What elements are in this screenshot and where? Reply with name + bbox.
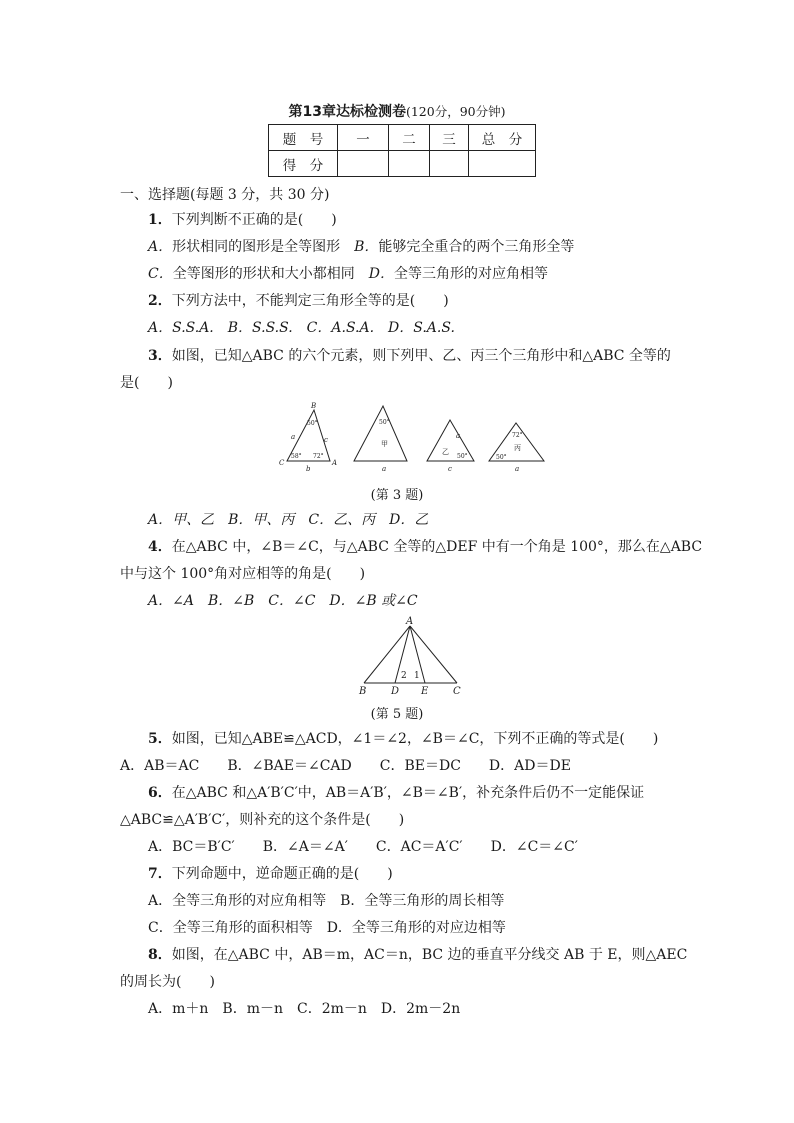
option-c: C．AC＝A′C′ xyxy=(375,839,463,855)
question-text: 在△ABC 中，∠B＝∠C，与△ABC 全等的△DEF 中有一个角是 100°，那么在△ABC xyxy=(171,539,703,555)
table-cell[interactable] xyxy=(389,151,430,177)
question-8-options: A．m＋n B．m－n C．2m－n D．2m－2n xyxy=(148,1001,461,1017)
angle-label: 2 xyxy=(401,671,407,681)
question-6-stem-cont: △ABC≌△A′B′C′，则补充的这个条件是( ) xyxy=(120,812,405,828)
question-text: 下列命题中，逆命题正确的是( ) xyxy=(171,866,393,882)
question-number: 8． xyxy=(148,947,172,963)
angle-label: 1 xyxy=(414,671,420,681)
question-text: 如图，在△ABC 中，AB＝m，AC＝n，BC 边的垂直平分线交 AB 于 E，则△AEC xyxy=(171,947,688,963)
question-3-stem-cont: 是( ) xyxy=(120,375,173,391)
side-label: a xyxy=(515,465,520,473)
question-7-options-cd: C．全等三角形的面积相等 D．全等三角形的对应边相等 xyxy=(148,920,506,936)
table-cell: 二 xyxy=(389,125,430,151)
question-4-stem xyxy=(148,538,702,556)
option-d: D．AD＝DE xyxy=(488,758,571,774)
option-a-text: 形状相同的图形是全等图形 xyxy=(172,239,341,255)
question-6-options xyxy=(148,838,578,856)
vertex-label: D xyxy=(391,686,400,697)
question-number: 7． xyxy=(148,866,172,882)
angle-label: 50° xyxy=(307,420,318,427)
question-2-options: A．S.S.A. B．S.S.S. C．A.S.A. D．S.A.S. xyxy=(148,320,455,336)
side-label: a xyxy=(456,432,461,440)
table-cell[interactable] xyxy=(338,151,389,177)
figure-caption: (第 3 题) xyxy=(370,488,424,503)
question-2-stem xyxy=(148,292,449,310)
side-label: c xyxy=(324,436,328,444)
option-c: C．BE＝DC xyxy=(379,758,461,774)
option-label: B． xyxy=(354,239,379,255)
option-d: D．∠C＝∠C′ xyxy=(490,839,578,855)
question-4-stem-cont: 中与这个 100°角对应相等的角是( ) xyxy=(120,566,366,582)
table-cell: 总 分 xyxy=(469,125,536,151)
side-label: b xyxy=(306,465,311,473)
table-row xyxy=(269,125,536,151)
vertex-label: C xyxy=(279,459,285,467)
question-1-options-ab xyxy=(148,238,574,256)
option-d-text: 全等三角形的对应角相等 xyxy=(393,266,548,282)
question-1-options-cd xyxy=(148,265,548,283)
table-cell[interactable] xyxy=(469,151,536,177)
title-main: 第13章达标检测卷 xyxy=(288,104,406,120)
vertex-label: A xyxy=(406,616,414,627)
option-b: B．∠BAE＝∠CAD xyxy=(227,758,352,774)
triangle-name: 甲 xyxy=(381,440,388,448)
option-label: A． xyxy=(148,239,173,255)
vertex-label: A xyxy=(332,459,338,467)
vertex-label: E xyxy=(421,686,429,697)
option-label: C． xyxy=(148,266,173,282)
option-label: D． xyxy=(368,266,394,282)
triangle-jia xyxy=(354,406,407,461)
vertex-label: C xyxy=(453,686,461,697)
question-3-stem xyxy=(148,347,671,365)
question-text: 在△ABC 和△A′B′C′中，AB＝A′B′，∠B＝∠B′，补充条件后仍不一定能保证 xyxy=(171,785,645,801)
page-title xyxy=(0,101,794,121)
side-label: a xyxy=(382,465,387,473)
question-8-stem-cont: 的周长为( ) xyxy=(120,974,215,990)
table-cell: 题 号 xyxy=(269,125,338,151)
question-4-options: A．∠A B．∠B C．∠C D．∠B 或∠C xyxy=(148,593,418,609)
option-b: B．∠A＝∠A′ xyxy=(262,839,348,855)
question-text: 如图，已知△ABE≌△ACD，∠1＝∠2，∠B＝∠C，下列不正确的等式是( ) xyxy=(171,731,659,747)
title-sub: (120分，90分钟) xyxy=(405,104,506,119)
question-number: 5． xyxy=(148,731,172,747)
side-label: a xyxy=(291,433,296,441)
question-3-figure xyxy=(0,398,794,478)
angle-label: 50° xyxy=(496,454,507,461)
vertex-label: B xyxy=(359,686,367,697)
question-5-options xyxy=(120,757,571,775)
question-number: 3． xyxy=(148,348,172,364)
angle-label: 72° xyxy=(512,432,523,439)
table-cell: 三 xyxy=(430,125,469,151)
question-text: 下列判断不正确的是( ) xyxy=(171,212,337,228)
option-a: A．AB＝AC xyxy=(120,758,200,774)
question-number: 4． xyxy=(148,539,172,555)
question-8-stem xyxy=(148,946,687,964)
table-cell: 一 xyxy=(338,125,389,151)
section-title: 一、选择题(每题 3 分，共 30 分) xyxy=(120,187,330,203)
option-a: A．BC＝B′C′ xyxy=(148,839,235,855)
question-number: 2． xyxy=(148,293,172,309)
question-text: 如图，已知△ABC 的六个元素，则下列甲、乙、丙三个三角形中和△ABC 全等的 xyxy=(171,348,671,364)
question-7-options-ab: A．全等三角形的对应角相等 B．全等三角形的周长相等 xyxy=(148,893,505,909)
option-b-text: 能够完全重合的两个三角形全等 xyxy=(378,239,575,255)
angle-label: 72° xyxy=(313,453,324,460)
question-1-stem xyxy=(148,211,337,229)
table-cell: 得 分 xyxy=(269,151,338,177)
question-number: 1． xyxy=(148,212,172,228)
angle-label: 58° xyxy=(291,453,302,460)
triangle-name: 丙 xyxy=(514,444,521,452)
vertex-label: B xyxy=(311,402,317,410)
question-7-stem xyxy=(148,865,393,883)
angle-label: 50° xyxy=(379,419,390,426)
side-label: c xyxy=(448,465,452,473)
figure-caption: (第 5 题) xyxy=(370,707,424,722)
table-cell[interactable] xyxy=(430,151,469,177)
question-text: 下列方法中，不能判定三角形全等的是( ) xyxy=(171,293,449,309)
angle-label: 50° xyxy=(457,453,468,460)
question-3-options: A．甲、乙 B．甲、丙 C．乙、丙 D．乙 xyxy=(148,512,429,528)
question-5-figure xyxy=(0,614,794,697)
table-row xyxy=(269,151,536,177)
question-number: 6． xyxy=(148,785,172,801)
question-6-stem xyxy=(148,784,644,802)
triangle-name: 乙 xyxy=(442,448,449,456)
score-table xyxy=(268,124,536,177)
question-5-stem xyxy=(148,730,658,748)
option-c-text: 全等图形的形状和大小都相同 xyxy=(172,266,355,282)
